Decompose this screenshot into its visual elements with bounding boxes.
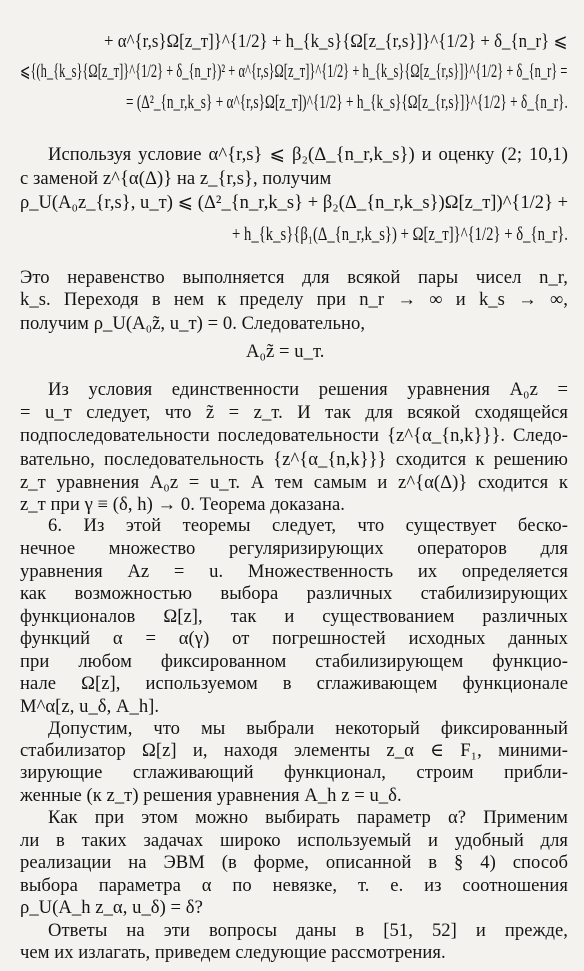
formula: + h_{k_s}{β₁(Δ_{n_r,k_s}) + Ω[z_т]}^{1/2} + δ_{n_r}.: [232, 224, 568, 246]
formula: + α^{r,s}Ω[z_т]}^{1/2} + h_{k_s}{Ω[z_{r,s}]}^{1/2} + δ_{n_r} ⩽: [104, 31, 568, 52]
formula: ρ_U(A₀z_{r,s}, u_т) ⩽ (Δ²_{n_r,k_s} + β₂(Δ_{n_r,k_s})Ω[z_т])^{1/2} +: [20, 192, 569, 214]
formula: A₀z̃ = u_т.: [246, 341, 325, 363]
formula: = (Δ²_{n_r,k_s} + α^{r,s}Ω[z_т])^{1/2} + h_{k_s}{Ω[z_{r,s}]}^{1/2} + δ_{n_r}.: [126, 91, 568, 113]
book-page: + α^{r,s}Ω[z_т]}^{1/2} + h_{k_s}{Ω[z_{r,s}]}^{1/2} + δ_{n_r} ⩽ ⩽{(h_{k_s}{Ω[z_т]}^{1/2} + δ_{n_r})² + α^{r,s}Ω[z_т]}^{1/2} + h_{k_s}{Ω[z_{r,s}]}^{1/2} + δ_{n_r} = = (Δ²_{n_r,k_s} + α^{r,s}Ω[z_т])^{1/2} + h_{k_s}{Ω[z_{r,s}]}^{1/2} + δ_{n_r}. Используя условие α^{r,s} ⩽ β₂(Δ_{n_r,k_s}) и оценку (2; 10,1) с заменой z^{α(Δ)} на z_{r,s}, получим ρ_U(A₀z_{r,s}, u_т) ⩽ (Δ²_{n_r,k_s} + β₂(Δ_{n_r,k_s})Ω[z_т])^{1/2} + + h_{k_s}{β₁(Δ_{n_r,k_s}) + Ω[z_т]}^{1/2} + δ_{n_r}. Это неравенство выполняется для всякой пары чисел n_r, k_s. Переходя в нем к пределу при n_r → ∞ и k_s → ∞, получим ρ_U(A₀z̃, u_т) = 0. Следовательно, A₀z̃ = u_т. Из условия единственности решения уравнения A₀z = = u_т следует, что z̃ = z_т. И так для всякой сходящейся подпоследовательности последовательности {z^{α_{n,k}}}. Следо- вательно, последовательность {z^{α_{n,k}}} сходится к решению z_т уравнения A₀z = u_т. А тем самым и z^{α(Δ)} сходится к z_т при γ ≡ (δ, h) → 0. Теорема доказана. 6. Из этой теоремы следует, что существует беско- нечное множество регуляризирующих операторов для уравнения Az = u. Множественность их определяется как возможностью выбора различных стабилизирующих функционалов Ω[z], так и существованием различных функций α = α(γ) от погрешностей исходных данных при любом фиксированном стабилизирующем функцио- нале Ω[z], используемом в сглаживающем функционале M^α[z, u_δ, A_h]. Допустим, что мы выбрали некоторый фиксированный стабилизатор Ω[z] и, находя элементы z_α ∈ F₁, миними- зирующие сглаживающий функционал, строим прибли- женные (к z_т) решения уравнения A_h z = u_δ. Как при этом можно выбирать параметр α? Применим ли в таких задачах широко используемый и удобный для реализации на ЭВМ (в форме, описанной в § 4) способ выбора параметра α по невязке, т. е. из соотношения ρ_U(A_h z_α, u_δ) = δ? Ответы на эти вопросы даны в [51, 52] и прежде, чем их излагать, приведем следующие рассмотрения.: [20, 31, 569, 963]
formula: ⩽{(h_{k_s}{Ω[z_т]}^{1/2} + δ_{n_r})² + α^{r,s}Ω[z_т]}^{1/2} + h_{k_s}{Ω[z_{r,s}]}^{1/2} + δ_{n_r} =: [20, 61, 568, 82]
